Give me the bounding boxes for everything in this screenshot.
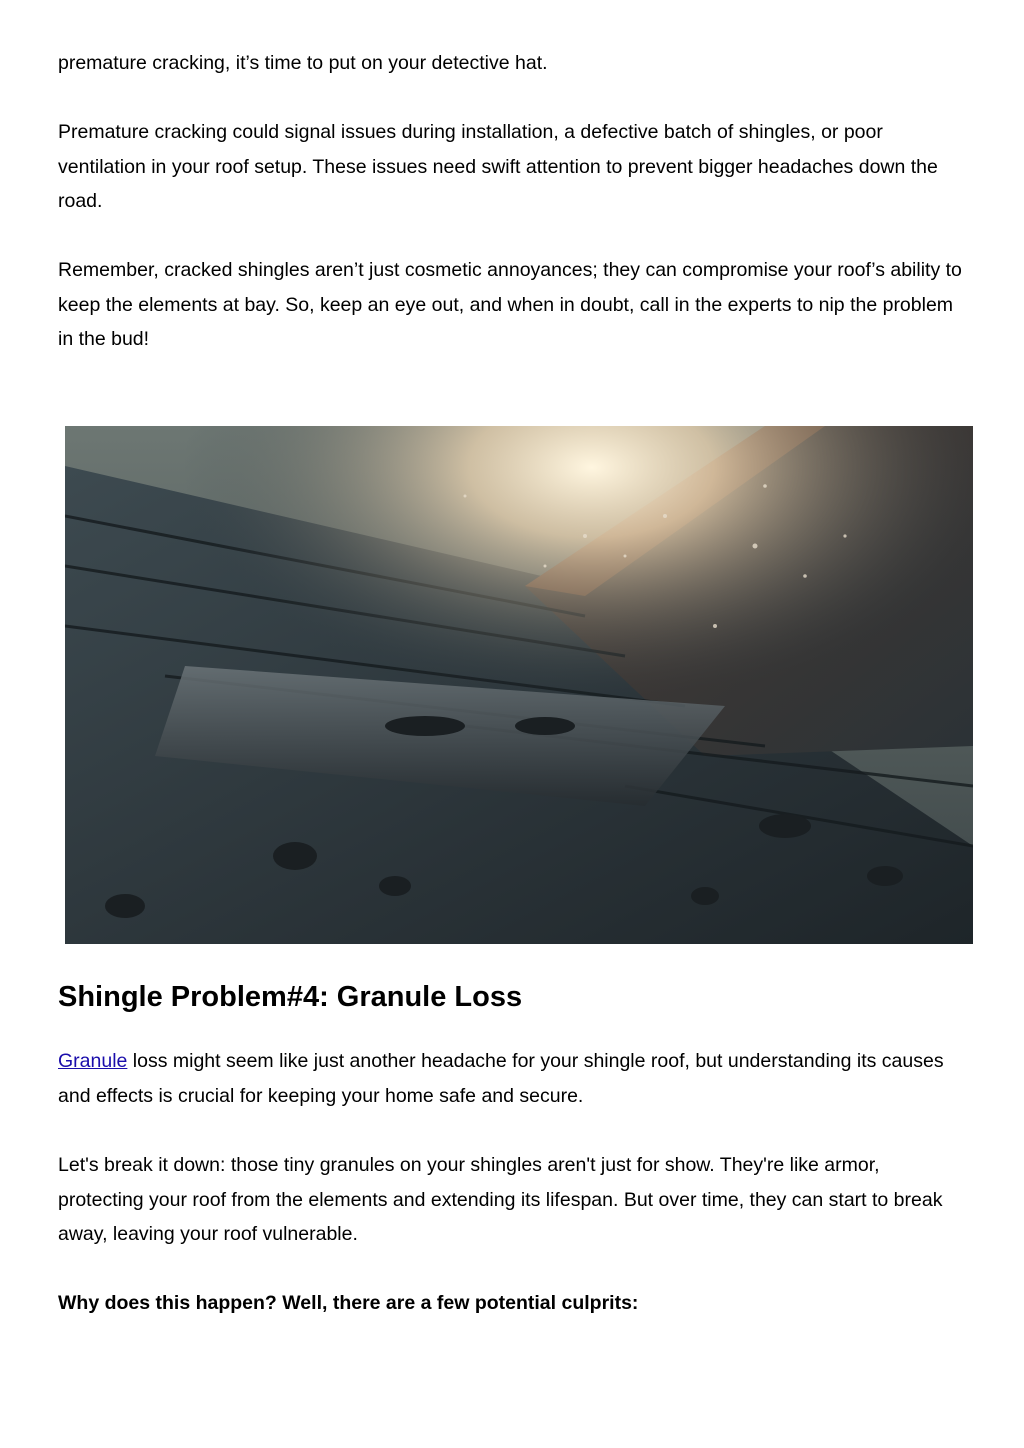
paragraph-granule-loss-text: loss might seem like just another headache for your shingle roof, but understanding its causes and effects is crucial for keeping your home safe and secure. (58, 1050, 944, 1107)
paragraph-remember-cracked: Remember, cracked shingles aren’t just cosmetic annoyances; they can compromise your roof’s ability to keep the elements at bay. So, keep an eye out, and when in doubt, call in the experts to nip the problem in the bud! (58, 259, 962, 350)
section-heading: Shingle Problem#4: Granule Loss (58, 981, 523, 1013)
paragraph-premature-cracking: Premature cracking could signal issues during installation, a defective batch of shingles, or poor ventilation in your roof setup. These issues need swift attention to prevent bigger headaches down the road. (58, 121, 938, 212)
paragraph-why-culprits: Why does this happen? Well, there are a few potential culprits: (58, 1292, 639, 1314)
granule-link[interactable]: Granule (58, 1050, 128, 1072)
paragraph-break-it-down: Let's break it down: those tiny granules on your shingles aren't just for show. They're like armor, protecting your roof from the elements and extending its lifespan. But over time, they can start to break away, leaving your roof vulnerable. (58, 1154, 943, 1245)
paragraph-intro-end: premature cracking, it’s time to put on your detective hat. (58, 52, 548, 74)
roof-granule-photo (65, 426, 973, 944)
paragraph-granule-loss (58, 1044, 974, 1113)
